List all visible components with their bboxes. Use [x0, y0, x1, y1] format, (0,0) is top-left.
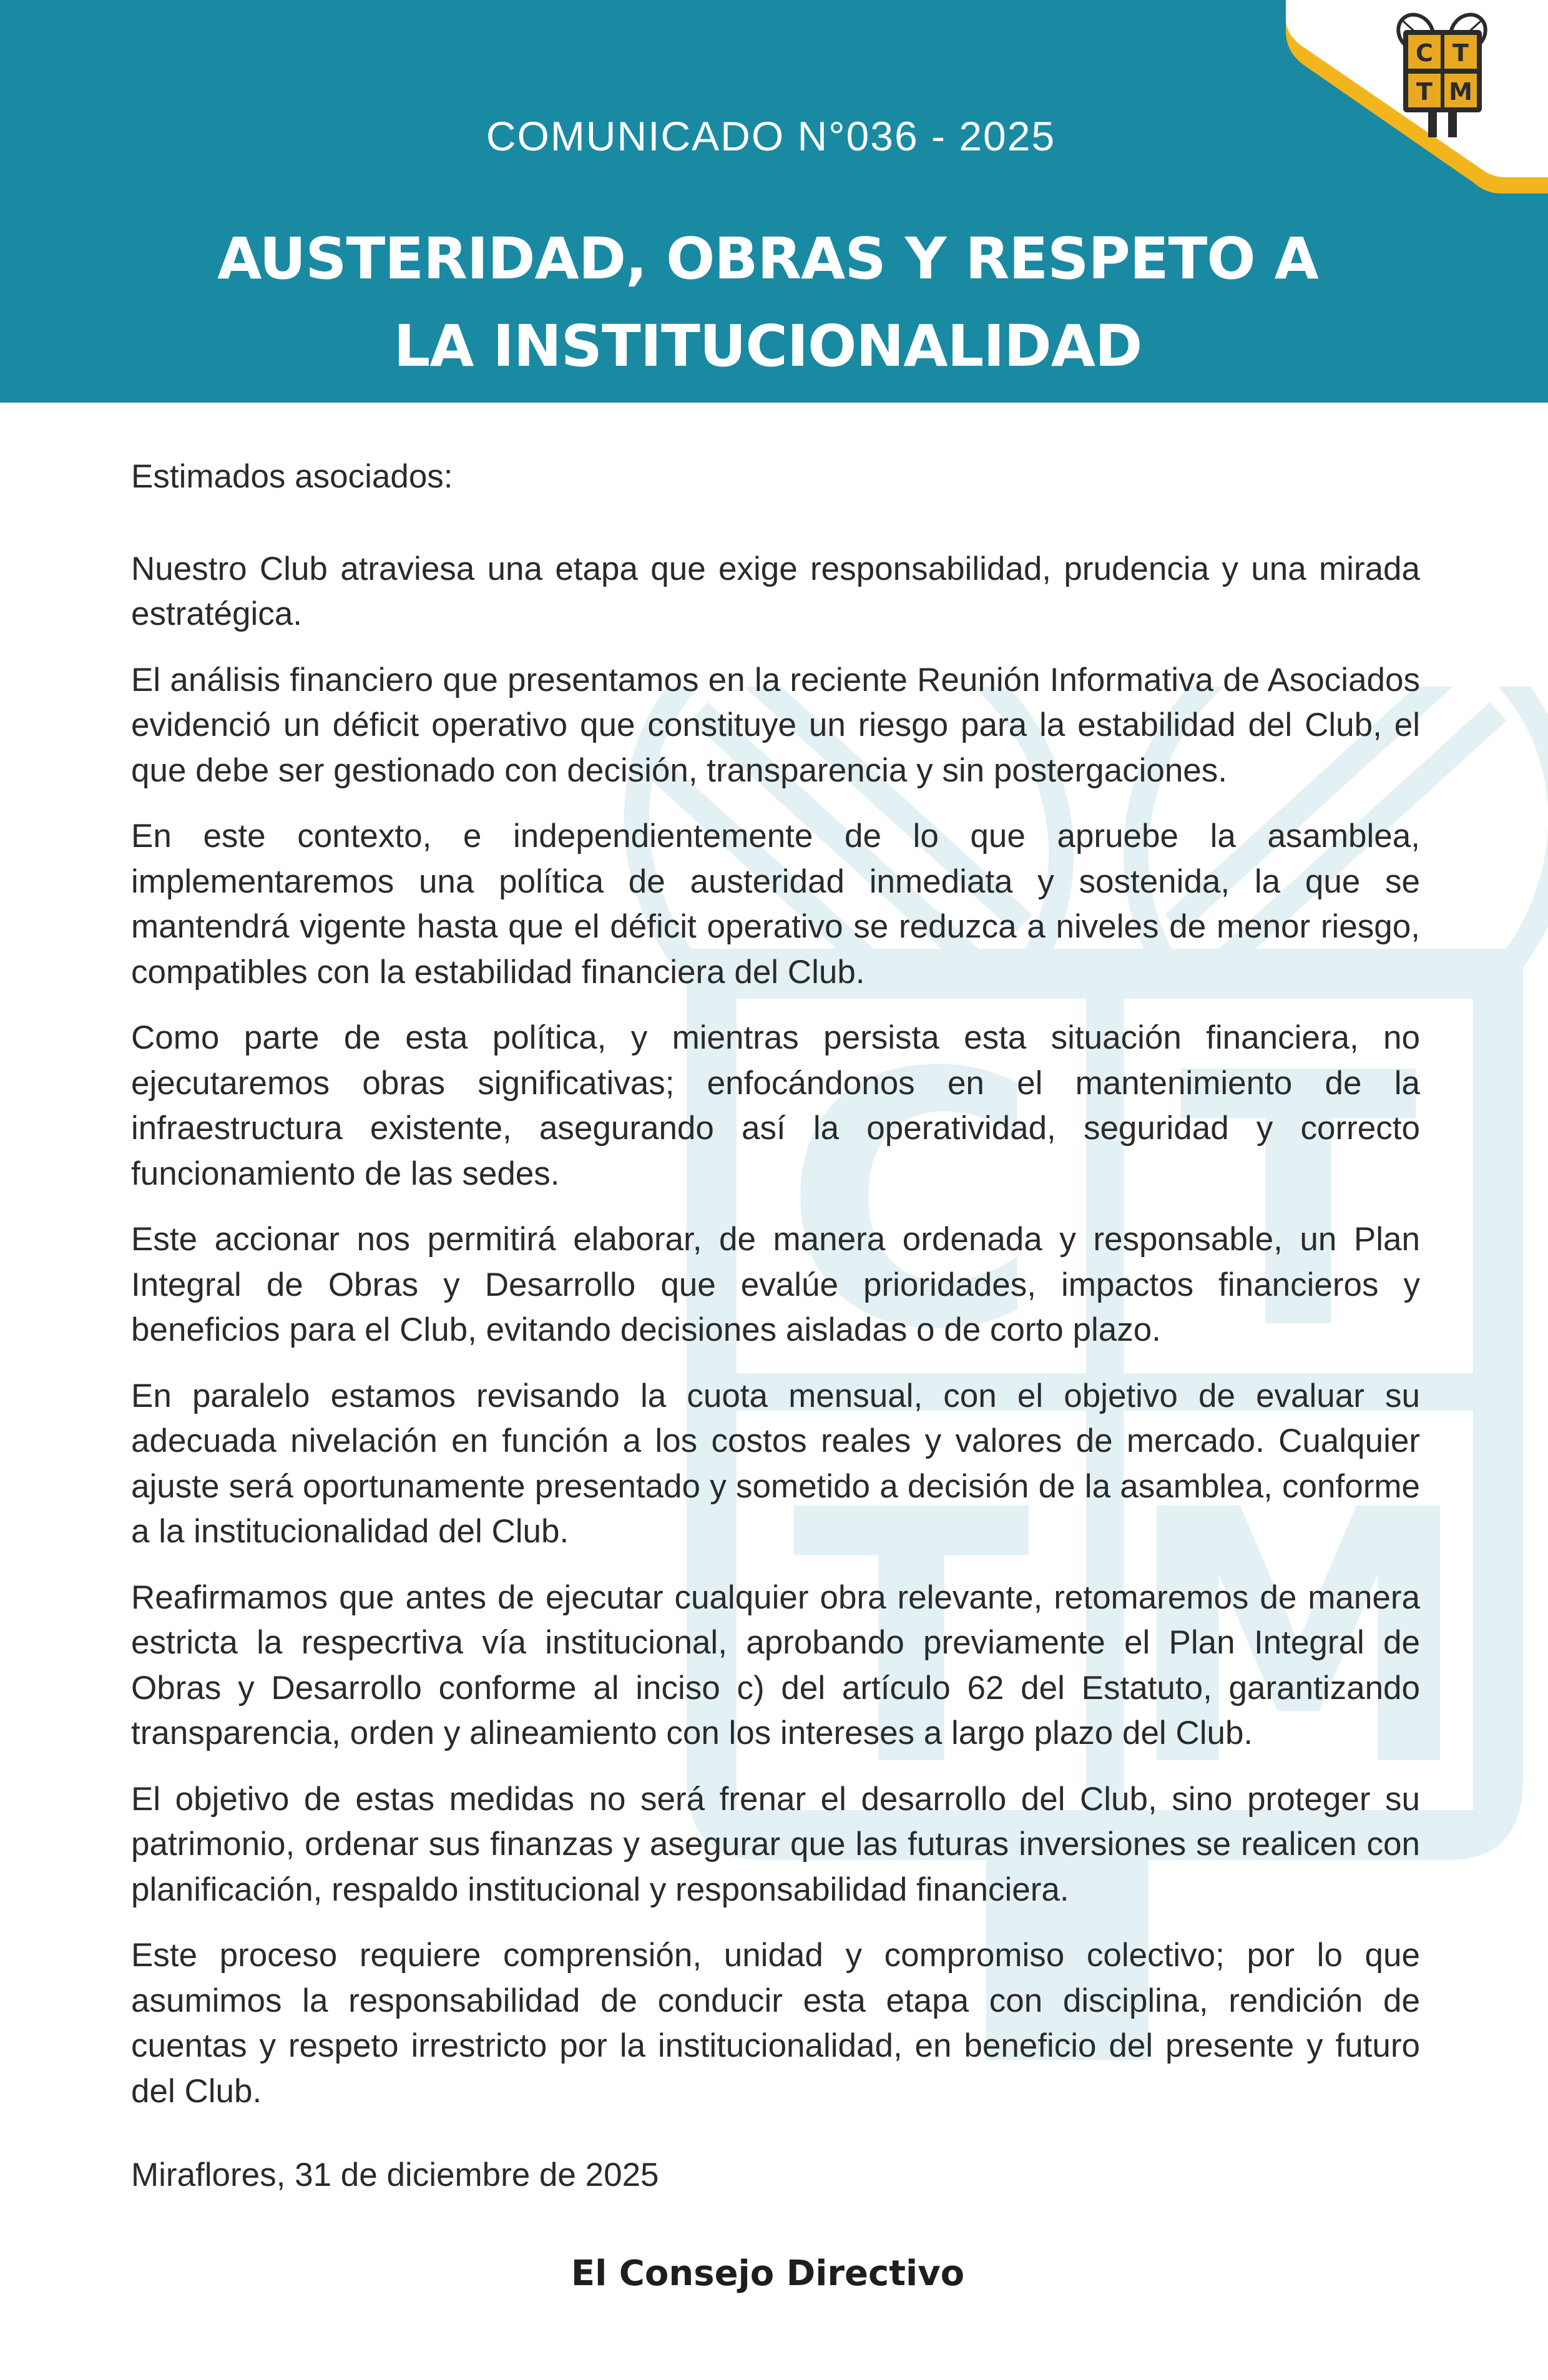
place-date: Miraflores, 31 de diciembre de 2025: [131, 2157, 659, 2193]
paragraph-6: En paralelo estamos revisando la cuota mensual, con el objetivo de evaluar su adecuada nivelación en función a los costos reales y valores de mercado. Cualquier ajuste será oportunamente presentado y sometido a decisión de la asamblea, conforme a la institucionalidad del Club.: [131, 1377, 1420, 1550]
salutation: Estimados asociados:: [131, 458, 453, 495]
paragraph-3: En este contexto, e independientemente de lo que apruebe la asamblea, implementaremos una política de austeridad inmediata y sostenida, la que se mantendrá vigente hasta que el déficit operativo se reduzca a niveles de menor riesgo, compatibles con la estabilidad financiera del Club.: [131, 818, 1420, 991]
svg-text:M: M: [1124, 1436, 1472, 1843]
paragraph-5: Este accionar nos permitirá elaborar, de manera ordenada y responsable, un Plan Integral de Obras y Desarrollo que evalúe prioridades, impactos financieros y beneficios para el Club, evitando decisiones aisladas o de corto plazo.: [131, 1221, 1420, 1348]
club-logo-badge: [1261, 0, 1548, 193]
title-line-2: LA INSTITUCIONALIDAD: [393, 313, 1142, 380]
paragraph-2: El análisis financiero que presentamos en la reciente Reunión Informativa de Asociados evidenció un déficit operativo que constituye un riesgo para la estabilidad del Club, el que debe ser gestionado con decisión, transparencia y sin postergaciones.: [131, 661, 1420, 789]
logo-letter-c: C: [1416, 39, 1433, 67]
signature: El Consejo Directivo: [571, 2253, 965, 2294]
paragraph-1: Nuestro Club atraviesa una etapa que exige responsabilidad, prudencia y una mirada estratégica.: [131, 550, 1420, 632]
comunicado-number: COMUNICADO N°036 - 2025: [486, 113, 1056, 159]
title-line-1: AUSTERIDAD, OBRAS Y RESPETO A: [217, 225, 1318, 292]
paragraph-4: Como parte de esta política, y mientras persista esta situación financiera, no ejecutaremos obras significativas; enfocándonos en el mantenimiento de la infraestructura existente, asegurando así la operatividad, seguridad y correcto funcionamiento de las sedes.: [131, 1019, 1420, 1192]
logo-letter-m: M: [1449, 78, 1472, 105]
logo-letter-t1: T: [1452, 39, 1469, 67]
document-title: [94, 215, 1442, 390]
svg-text:C: C: [783, 999, 1040, 1406]
paragraph-7: Reafirmamos que antes de ejecutar cualquier obra relevante, retomaremos de manera estricta la respecrtiva vía institucional, aprobando previamente el Plan Integral de Obras y Desarrollo conforme al inciso c) del artículo 62 del Estatuto, garantizando transparencia, orden y alineamiento con los intereses a largo plazo del Club.: [131, 1579, 1420, 1751]
paragraph-8: El objetivo de estas medidas no será frenar el desarrollo del Club, sino proteger su patrimonio, ordenar sus finanzas y asegurar que las futuras inversiones se realicen con planificación, respaldo institucional y responsabilidad financiera.: [131, 1780, 1420, 1908]
svg-text:T: T: [1179, 999, 1418, 1406]
letter-body: [131, 454, 1420, 2198]
svg-text:T: T: [792, 1436, 1031, 1843]
paragraph-9: Este proceso requiere comprensión, unidad y compromiso colectivo; por lo que asumimos la responsabilidad de conducir esta etapa con disciplina, rendición de cuentas y respeto irrestricto por la institucionalidad, en beneficio del presente y futuro del Club.: [131, 1937, 1420, 2110]
logo-letter-t2: T: [1416, 78, 1433, 105]
